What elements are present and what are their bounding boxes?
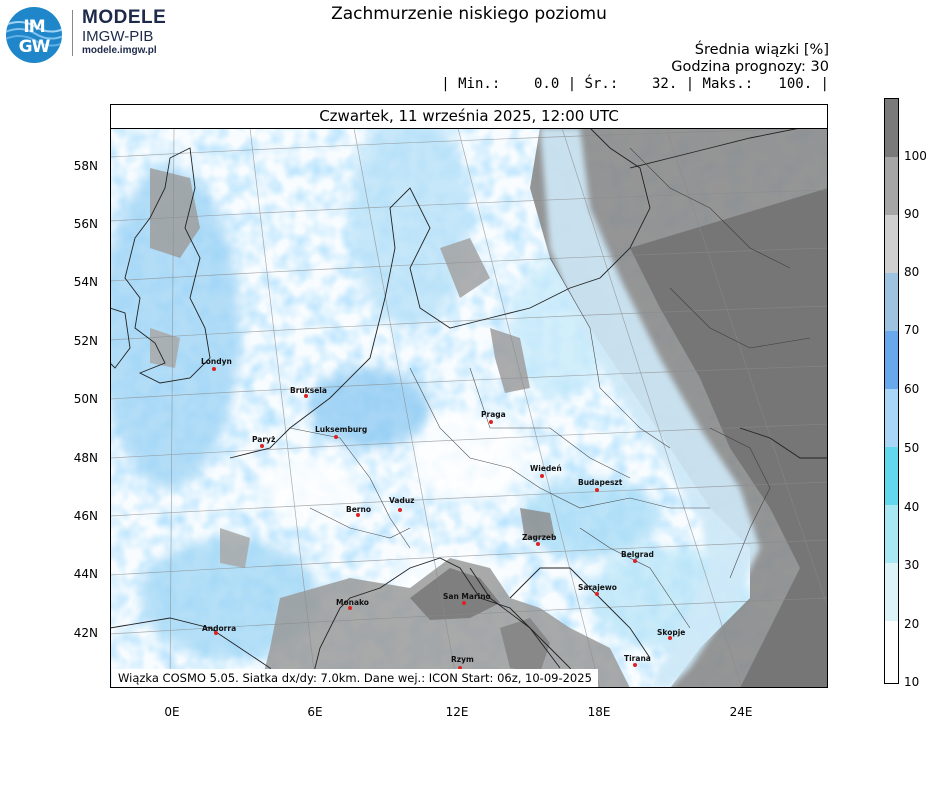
colorbar-seg-80 [885, 215, 898, 273]
lat-label-52: 52N [73, 334, 98, 348]
colorbar-label-50: 50 [904, 441, 920, 455]
city-dot-vaduz [398, 508, 402, 512]
colorbar-seg-30 [885, 505, 898, 563]
model-footer: Wiązka COSMO 5.05. Siatka dx/dy: 7.0km. Dane wej.: ICON Start: 06z, 10-09-2025 [112, 669, 598, 687]
lon-label-12: 12E [445, 705, 469, 719]
city-label-san-marino: San Marino [443, 592, 491, 601]
brand-org: IMGW-PIB [82, 28, 154, 45]
city-label-tirana: Tirana [624, 654, 651, 663]
lat-label-46: 46N [73, 509, 98, 523]
colorbar-label-20: 20 [904, 617, 920, 631]
city-label-berno: Berno [346, 505, 371, 514]
colorbar-seg-50 [885, 389, 898, 447]
forecast-hour: Godzina prognozy: 30 [671, 59, 829, 75]
city-dot-praga [489, 420, 493, 424]
colorbar-label-30: 30 [904, 558, 920, 572]
colorbar-seg-40 [885, 447, 898, 505]
colorbar-label-40: 40 [904, 500, 920, 514]
lon-label-24: 24E [729, 705, 753, 719]
lat-label-50: 50N [73, 392, 98, 406]
colorbar-label-70: 70 [904, 323, 920, 337]
colorbar-seg-60 [885, 331, 898, 389]
brand-url[interactable]: modele.imgw.pl [82, 45, 157, 56]
lat-label-54: 54N [73, 275, 98, 289]
city-dot-wieden [540, 474, 544, 478]
lat-label-58: 58N [73, 159, 98, 173]
city-label-bruksela: Bruksela [290, 386, 327, 395]
city-dot-budapeszt [595, 488, 599, 492]
city-dot-zagrzeb [536, 542, 540, 546]
map-title: Zachmurzenie niskiego poziomu [331, 4, 607, 24]
city-label-skopje: Skopje [657, 628, 686, 637]
city-label-luksemburg: Luksemburg [315, 425, 368, 434]
stats-line: | Min.: 0.0 | Śr.: 32. | Maks.: 100. | [441, 76, 829, 92]
city-dot-sarajewo [595, 592, 599, 596]
logo-text-bottom: GW [18, 37, 50, 57]
lat-label-42: 42N [73, 626, 98, 640]
lon-label-18: 18E [587, 705, 611, 719]
colorbar-label-100: 100 [904, 149, 927, 163]
map-frame [110, 128, 828, 688]
city-label-belgrad: Belgrad [621, 550, 654, 559]
colorbar [884, 98, 899, 684]
city-dot-tirana [633, 663, 637, 667]
city-label-vaduz: Vaduz [389, 496, 415, 505]
lat-label-56: 56N [73, 217, 98, 231]
city-label-paryz: Paryż [252, 435, 276, 444]
city-label-zagrzeb: Zagrzeb [522, 533, 557, 542]
city-dot-luksemburg [334, 435, 338, 439]
brand-name: MODELE [82, 7, 167, 28]
city-label-sarajewo: Sarajewo [578, 583, 617, 592]
date-bar: Czwartek, 11 września 2025, 12:00 UTC [110, 104, 828, 129]
legend-unit: Średnia wiązki [%] [694, 42, 829, 58]
city-label-londyn: Londyn [201, 357, 232, 366]
colorbar-seg-10 [885, 621, 898, 683]
colorbar-label-90: 90 [904, 207, 920, 221]
lon-label-0: 0E [164, 705, 180, 719]
city-label-wieden: Wiedeń [530, 464, 562, 473]
city-dot-belgrad [633, 559, 637, 563]
colorbar-seg-90 [885, 157, 898, 215]
colorbar-seg-70 [885, 273, 898, 331]
colorbar-seg-100 [885, 99, 898, 157]
colorbar-seg-20 [885, 563, 898, 621]
city-dot-londyn [212, 367, 216, 371]
logo-text-top: IM [23, 17, 45, 37]
colorbar-label-10: 10 [904, 675, 920, 689]
city-label-monako: Monako [336, 598, 369, 607]
city-dot-paryz [260, 444, 264, 448]
city-label-budapeszt: Budapeszt [578, 478, 623, 487]
city-dot-san-marino [462, 601, 466, 605]
colorbar-label-80: 80 [904, 265, 920, 279]
lat-label-48: 48N [73, 451, 98, 465]
city-label-praga: Praga [481, 410, 506, 419]
colorbar-label-60: 60 [904, 382, 920, 396]
lon-label-6: 6E [307, 705, 323, 719]
city-label-rzym: Rzym [451, 655, 474, 664]
city-label-andorra: Andorra [202, 624, 237, 633]
lat-label-44: 44N [73, 567, 98, 581]
